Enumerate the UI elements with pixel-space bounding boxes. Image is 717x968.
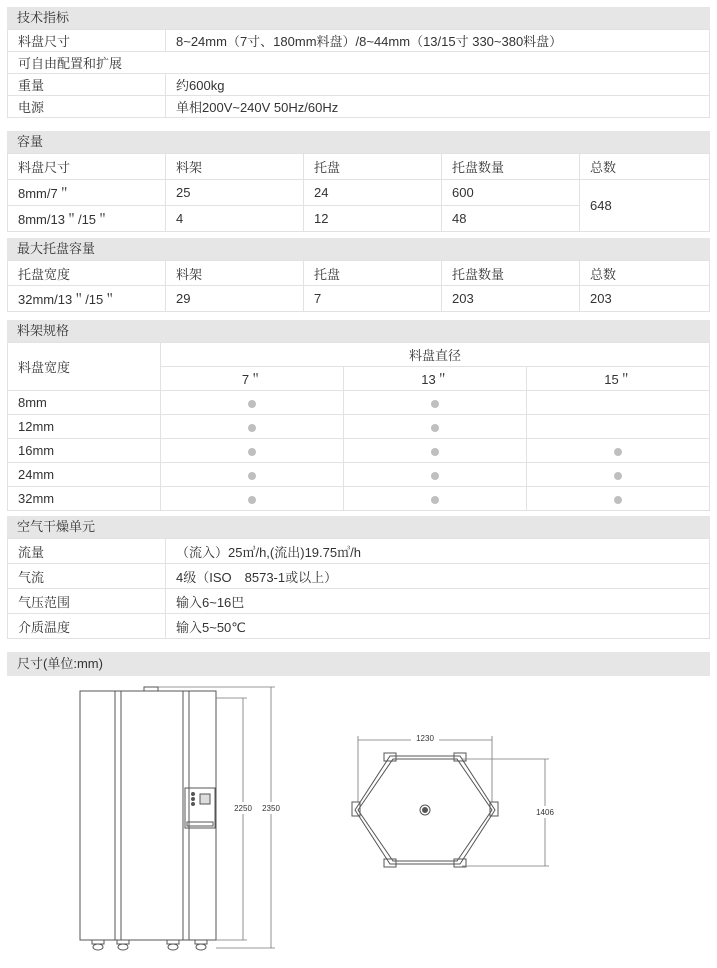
column-header: 托盘宽度 (8, 261, 166, 286)
dot-icon (248, 448, 256, 456)
table-cell: 8mm/7＂ (8, 180, 166, 206)
dryer-value: 输入5~50℃ (166, 614, 710, 639)
capacity-section (7, 131, 710, 232)
dryer-value: 输入6~16巴 (166, 589, 710, 614)
table-row (8, 463, 710, 487)
spec-label: 料盘尺寸 (8, 30, 166, 52)
width-cell: 16mm (8, 439, 161, 463)
table-row (8, 74, 710, 96)
dimension-drawing (7, 676, 710, 962)
dot-icon (248, 496, 256, 504)
column-header: 料架 (166, 154, 304, 180)
dryer-table (7, 538, 710, 639)
width-cell: 8mm (8, 391, 161, 415)
table-row (8, 564, 710, 589)
table-row (8, 52, 710, 74)
specs-title: 技术指标 (7, 7, 710, 29)
column-header: 托盘 (304, 154, 442, 180)
table-header-row (8, 343, 710, 367)
table-row (8, 286, 710, 312)
height-inner-label: 2250 (234, 804, 252, 813)
table-cell: 32mm/13＂/15＂ (8, 286, 166, 312)
diameter-header: 料盘直径 (161, 343, 710, 367)
rack-table (7, 342, 710, 511)
table-cell: 48 (442, 206, 580, 232)
width-cell: 12mm (8, 415, 161, 439)
table-cell: 203 (580, 286, 710, 312)
dimensions-section (7, 652, 710, 962)
specs-section (7, 7, 710, 118)
table-cell: 203 (442, 286, 580, 312)
column-header: 料盘尺寸 (8, 154, 166, 180)
hexagon-top-view (352, 753, 498, 867)
spec-label: 可自由配置和扩展 (8, 52, 710, 74)
dryer-value: 4级（ISO 8573-1或以上） (166, 564, 710, 589)
capacity-title: 容量 (7, 131, 710, 153)
max-tray-title: 最大托盘容量 (7, 238, 710, 260)
table-row (8, 180, 710, 206)
dryer-value: （流入）25㎥/h,(流出)19.75㎥/h (166, 539, 710, 564)
rack-section (7, 320, 710, 511)
table-row (8, 539, 710, 564)
dot-icon (431, 472, 439, 480)
specs-table (7, 29, 710, 118)
dot-icon (248, 424, 256, 432)
width-cell: 24mm (8, 463, 161, 487)
spec-label: 电源 (8, 96, 166, 118)
dimensions-title: 尺寸(单位:mm) (7, 652, 710, 676)
dot-icon (614, 448, 622, 456)
width-header: 料盘宽度 (8, 343, 161, 391)
column-header: 料架 (166, 261, 304, 286)
table-row (8, 439, 710, 463)
dryer-section (7, 516, 710, 639)
max-tray-section (7, 238, 710, 312)
table-cell: 4 (166, 206, 304, 232)
dryer-label: 气流 (8, 564, 166, 589)
table-cell: 29 (166, 286, 304, 312)
size-header: 15＂ (527, 367, 710, 391)
dot-icon (248, 400, 256, 408)
spec-value: 单相200V~240V 50Hz/60Hz (166, 96, 710, 118)
dot-icon (431, 400, 439, 408)
table-row (8, 589, 710, 614)
dot-icon (248, 472, 256, 480)
dryer-title: 空气干燥单元 (7, 516, 710, 538)
spec-label: 重量 (8, 74, 166, 96)
dryer-label: 流量 (8, 539, 166, 564)
capacity-table (7, 153, 710, 232)
dryer-label: 气压范围 (8, 589, 166, 614)
depth-label: 1406 (536, 808, 554, 817)
column-header: 托盘数量 (442, 261, 580, 286)
column-header: 托盘 (304, 261, 442, 286)
size-header: 13＂ (344, 367, 527, 391)
spec-value: 8~24mm（7寸、180mm料盘）/8~44mm（13/15寸 330~380料盘） (166, 30, 710, 52)
column-header: 总数 (580, 261, 710, 286)
width-label: 1230 (416, 734, 434, 743)
table-row (8, 391, 710, 415)
dot-icon (614, 496, 622, 504)
table-row (8, 614, 710, 639)
table-cell: 7 (304, 286, 442, 312)
dot-icon (431, 424, 439, 432)
table-cell: 25 (166, 180, 304, 206)
table-cell: 24 (304, 180, 442, 206)
table-row (8, 30, 710, 52)
table-row (8, 96, 710, 118)
table-header-row (8, 261, 710, 286)
dryer-label: 介质温度 (8, 614, 166, 639)
table-row (8, 487, 710, 511)
table-row (8, 415, 710, 439)
table-cell: 600 (442, 180, 580, 206)
width-cell: 32mm (8, 487, 161, 511)
column-header: 托盘数量 (442, 154, 580, 180)
max-tray-table (7, 260, 710, 312)
cabinet-front-view (80, 687, 216, 950)
table-cell: 12 (304, 206, 442, 232)
total-cell: 648 (580, 180, 710, 232)
table-cell: 8mm/13＂/15＂ (8, 206, 166, 232)
size-header: 7＂ (161, 367, 344, 391)
height-outer-label: 2350 (262, 804, 280, 813)
spec-value: 约600kg (166, 74, 710, 96)
table-header-row (8, 154, 710, 180)
dot-icon (614, 472, 622, 480)
dot-icon (431, 496, 439, 504)
column-header: 总数 (580, 154, 710, 180)
dot-icon (431, 448, 439, 456)
rack-title: 料架规格 (7, 320, 710, 342)
